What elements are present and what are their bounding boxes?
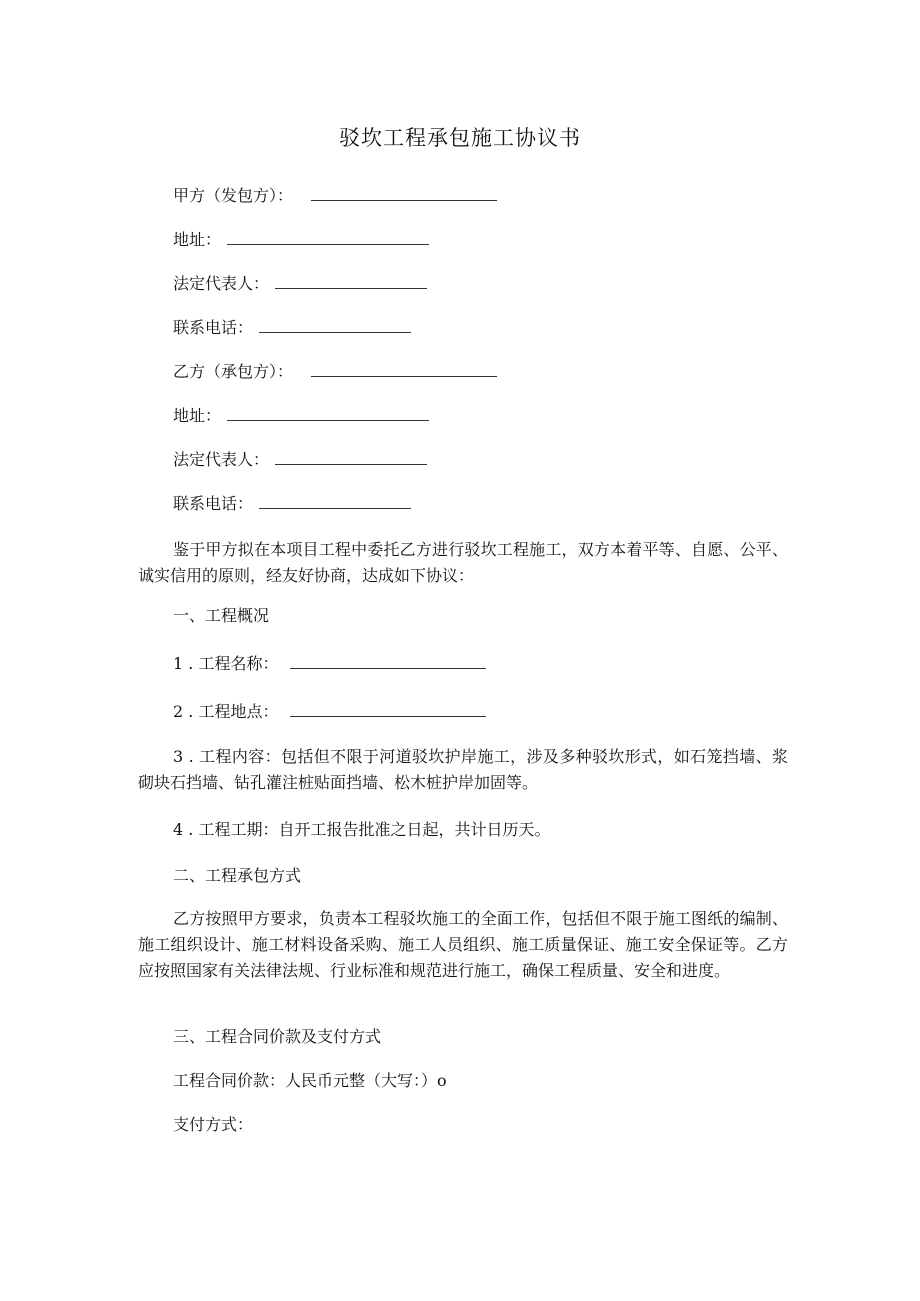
party-b-phone-blank[interactable] [259, 494, 411, 509]
party-a-address-label: 地址： [173, 230, 222, 249]
party-b-representative-label: 法定代表人： [173, 450, 270, 469]
party-b-label: 乙方（承包方）： [173, 362, 294, 381]
party-a-line [173, 184, 497, 208]
preamble-paragraph: 鉴于甲方拟在本项目工程中委托乙方进行驳坎工程施工，双方本着平等、自愿、公平、诚实信用的原则，经友好协商，达成如下协议： [138, 540, 788, 585]
project-content-paragraph: 3 . 工程内容：包括但不限于河道驳坎护岸施工，涉及多种驳坎形式，如石笼挡墙、浆砌块石挡墙、钻孔灌注桩贴面挡墙、松木桩护岸加固等。 [138, 747, 788, 792]
contracting-method-paragraph: 乙方按照甲方要求，负责本工程驳坎施工的全面工作，包括但不限于施工图纸的编制、施工组织设计、施工材料设备采购、施工人员组织、施工质量保证、施工安全保证等。乙方应按照国家有关法律法规、行业标准和规范进行施工，确保工程质量、安全和进度。 [138, 909, 788, 980]
project-name-blank[interactable] [290, 654, 486, 669]
party-a-phone-label: 联系电话： [173, 318, 254, 337]
project-location-blank[interactable] [290, 702, 486, 717]
section-2-heading: 二、工程承包方式 [173, 866, 302, 885]
section-1-heading: 一、工程概况 [173, 606, 270, 625]
party-b-phone-label: 联系电话： [173, 494, 254, 513]
party-a-representative-blank[interactable] [275, 274, 427, 289]
project-name-label: 1 . 工程名称： [173, 654, 279, 673]
contract-price-line: 工程合同价款：人民币元整（大写：）o [173, 1071, 447, 1090]
party-a-address-line [173, 228, 429, 252]
project-location-label: 2 . 工程地点： [173, 702, 279, 721]
project-duration-line: 4 . 工程工期：自开工报告批准之日起，共计日历天。 [173, 820, 551, 839]
payment-method-line: 支付方式： [173, 1115, 254, 1134]
party-b-address-blank[interactable] [227, 406, 429, 421]
section-3-heading: 三、工程合同价款及支付方式 [173, 1027, 382, 1046]
project-location-line [173, 700, 486, 724]
party-a-label: 甲方（发包方）： [173, 186, 294, 205]
party-b-address-label: 地址： [173, 406, 222, 425]
party-b-address-line [173, 404, 429, 428]
document-title: 驳坎工程承包施工协议书 [339, 126, 581, 150]
party-b-representative-line [173, 448, 427, 472]
party-a-representative-line [173, 272, 427, 296]
party-a-representative-label: 法定代表人： [173, 274, 270, 293]
party-a-phone-blank[interactable] [259, 318, 411, 333]
party-a-address-blank[interactable] [227, 230, 429, 245]
party-b-name-blank[interactable] [311, 362, 497, 377]
party-b-line [173, 360, 497, 384]
project-name-line [173, 652, 486, 676]
party-a-name-blank[interactable] [311, 186, 497, 201]
party-b-phone-line [173, 492, 411, 516]
party-b-representative-blank[interactable] [275, 450, 427, 465]
party-a-phone-line [173, 316, 411, 340]
